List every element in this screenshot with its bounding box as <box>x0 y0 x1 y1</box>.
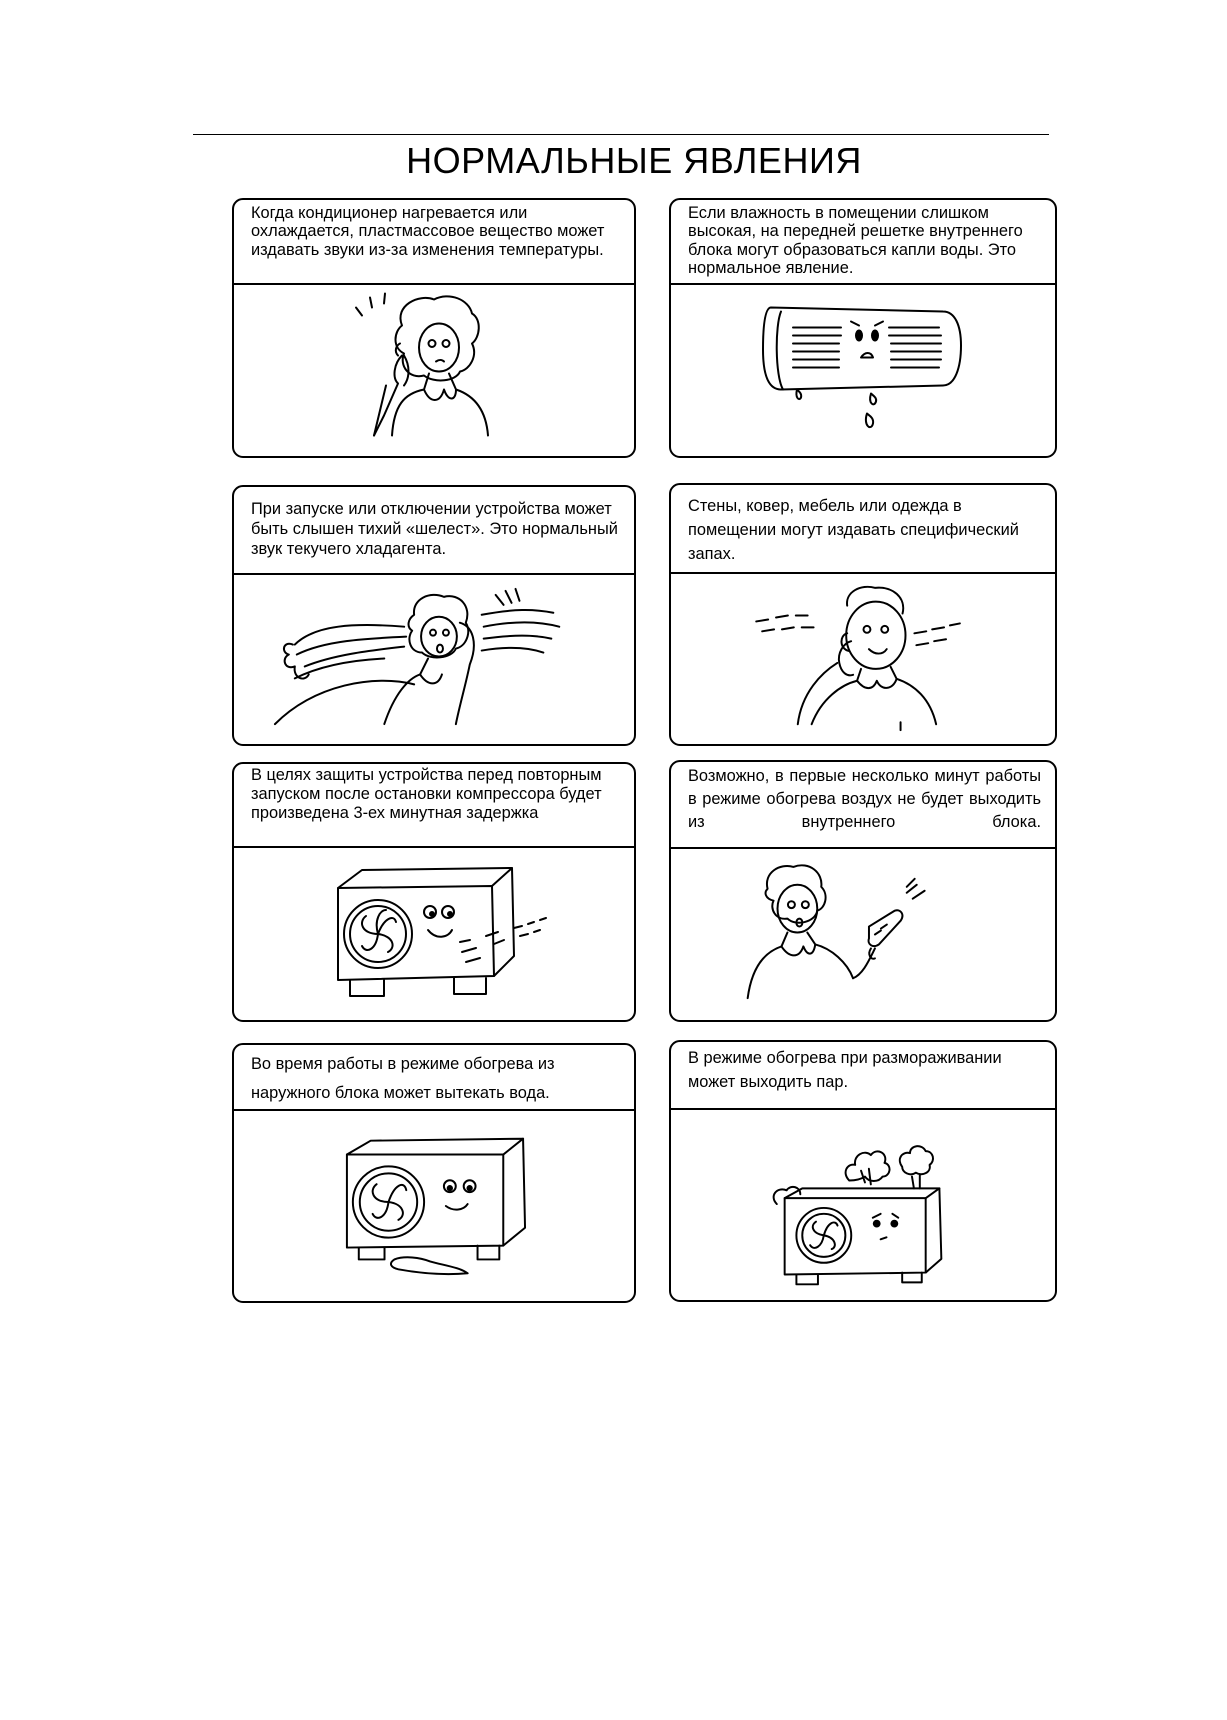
header-rule <box>193 134 1049 135</box>
card-steam <box>669 1040 1057 1302</box>
card-no-warm-air <box>669 760 1057 1022</box>
card-caption: Если влажность в помещении слишком высокая, на передней решетке внутреннего блока могут образоваться капли воды. Это нормальное явление. <box>671 200 1055 285</box>
card-plastic-sounds <box>232 198 636 458</box>
card-caption: В режиме обогрева при размораживании может выходить пар. <box>671 1042 1055 1110</box>
outdoor-unit-water-icon <box>234 1111 634 1301</box>
card-odor <box>669 483 1057 746</box>
woman-with-remote-icon <box>671 849 1055 1020</box>
card-delay <box>232 762 636 1022</box>
boy-smelling-icon <box>671 574 1055 744</box>
card-caption: Стены, ковер, мебель или одежда в помещении могут издавать специфический запах. <box>671 485 1055 574</box>
page-title: НОРМАЛЬНЫЕ ЯВЛЕНИЯ <box>406 140 862 181</box>
outdoor-unit-steam-icon <box>671 1110 1055 1300</box>
card-rustle <box>232 485 636 746</box>
card-water-drops <box>669 198 1057 458</box>
card-caption: Возможно, в первые несколько минут работы в режиме обогрева воздух не будет выходить из внутреннего блока. <box>671 762 1055 849</box>
outdoor-unit-delay-icon <box>234 848 634 1020</box>
card-caption: В целях защиты устройства перед повторным запуском после остановки компрессора будет произведена 3-ех минутная задержка <box>234 764 634 848</box>
card-caption: При запуске или отключении устройства может быть слышен тихий «шелест». Это нормальный звук текучего хладагента. <box>234 487 634 575</box>
woman-hearing-rustle-icon <box>234 575 634 744</box>
card-caption: Во время работы в режиме обогрева из наружного блока может вытекать вода. <box>234 1045 634 1111</box>
card-outdoor-water <box>232 1043 636 1303</box>
indoor-unit-dripping-icon <box>671 285 1055 456</box>
card-caption: Когда кондиционер нагревается или охлаждается, пластмассовое вещество может издавать звуки из-за изменения температуры. <box>234 200 634 285</box>
woman-listening-icon <box>234 285 634 456</box>
